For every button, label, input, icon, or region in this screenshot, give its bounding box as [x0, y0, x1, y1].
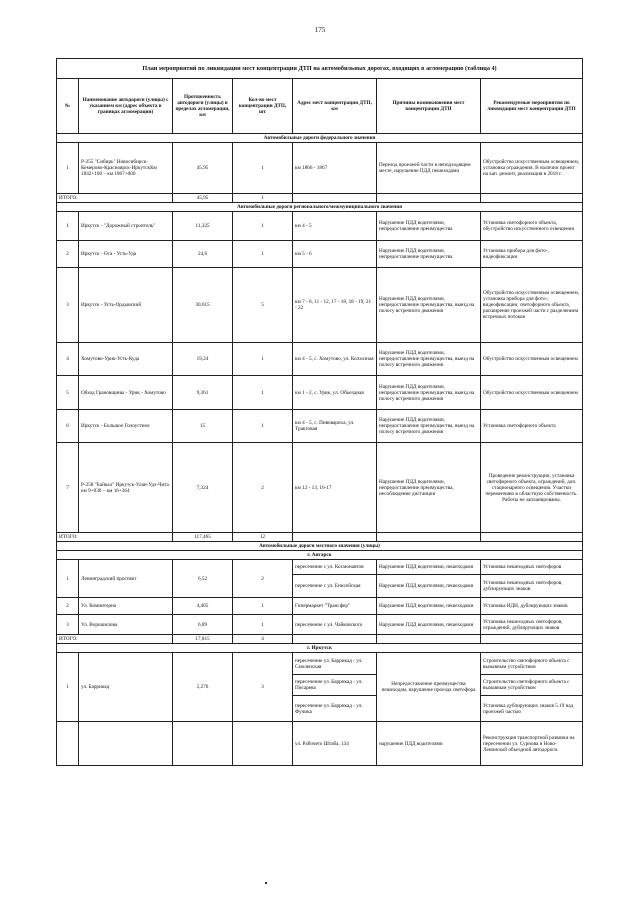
cell-address: пересечение ул. Баррикад - ул. Писарева	[293, 675, 377, 696]
cell-length: 4,405	[173, 598, 233, 615]
cell-road: Обход Грановщины - Урик - Хомутово	[79, 376, 173, 410]
cell-length: 30,615	[173, 268, 233, 343]
total-count: 1	[233, 194, 293, 203]
cell-length: 11,325	[173, 212, 233, 241]
cell-cause: Переход проезжей части в неподходящем месте, нарушение ПДД пешеходами	[377, 143, 481, 194]
total-count: 12	[233, 533, 293, 542]
cell-count: 1	[233, 212, 293, 241]
total-label: ИТОГО:	[57, 194, 173, 203]
cell-cause: Нарушение ПДД водителями, пешеходами	[377, 598, 481, 615]
cell-cause: Нарушение ПДД водителями, пешеходами	[377, 560, 481, 575]
header-num: №	[57, 79, 79, 134]
measures-table	[56, 58, 583, 766]
total-row	[57, 194, 583, 203]
table-row	[57, 241, 583, 268]
cell-num: 6	[57, 410, 79, 443]
total-label: ИТОГО:	[57, 635, 173, 644]
city-angarsk: г. Ангарск	[57, 551, 583, 560]
cell-count: 1	[233, 598, 293, 615]
section-regional: Автомобильные дороги регионального/межмуниципального значения	[57, 203, 583, 212]
total-row	[57, 635, 583, 644]
cell-count: 1	[233, 143, 293, 194]
cell-count: 2	[233, 443, 293, 533]
cell-measure: Установка светофорного объекта	[481, 410, 583, 443]
cell-road: Р-255 "Сибирь" Новосибирск-Кемерово-Красноярск-ИркутскКм 1842+100 – км 1867+000	[79, 143, 173, 194]
total-length: 17,815	[173, 635, 233, 644]
cell-address: Гипермаркет "Трансфер"	[293, 598, 377, 615]
scan-speck	[265, 882, 267, 884]
header-row	[57, 79, 583, 134]
cell-address: км 1 - 2, с. Урик, ул. Объездная	[293, 376, 377, 410]
table-row	[57, 268, 583, 343]
cell-address: пересечение с ул. Космонавтов	[293, 560, 377, 575]
table-row	[57, 653, 583, 675]
table-row	[57, 560, 583, 575]
total-count: 4	[233, 635, 293, 644]
section-federal: Автомобильные дороги федерального значения	[57, 134, 583, 143]
cell-address: пересечение ул. Баррикад - ул. Фучика	[293, 696, 377, 722]
cell-measure: Строительство светофорного объекта с вызывным устройством	[481, 653, 583, 675]
cell-count: 5	[233, 268, 293, 343]
total-length: 45,95	[173, 194, 233, 203]
cell-num: 2	[57, 598, 79, 615]
cell-measure: Установка пешеходных светофоров, дублирующих знаков	[481, 575, 583, 598]
cell-length: 24,6	[173, 241, 233, 268]
cell-count: 3	[233, 653, 293, 722]
header-causes: Причины возникновения мест концентрации ДТП	[377, 79, 481, 134]
cell-num: 2	[57, 241, 79, 268]
total-length: 117,465	[173, 533, 233, 542]
cell-measure: Проведение реконструкции, установка светофорного объекта, ограждений, доп. стационарного освещения. Участки переменчиво в областную собственность. Работы не запланированы.	[481, 443, 583, 533]
cell-cause: Нарушение ПДД водителями, пешеходами	[377, 615, 481, 635]
table-row	[57, 143, 583, 194]
cell-count: 1	[233, 615, 293, 635]
table-title: План мероприятий по ликвидации мест концентрации ДТП на автомобильных дорогах, входящих в агломерацию (таблица 4)	[57, 59, 583, 79]
cell-cause: Непредоставление преимущества пешеходам, нарушение проезда светофора	[377, 653, 481, 722]
cell-cause: Нарушение ПДД водителями, непредоставление преимущества	[377, 212, 481, 241]
cell-measure: Установка ИДН, дублирующих знаков	[481, 598, 583, 615]
cell-length: 6,89	[173, 615, 233, 635]
cell-length: 15	[173, 410, 233, 443]
cell-road: Ул. Коминтерна	[79, 598, 173, 615]
table-row	[57, 212, 583, 241]
cell-address: ул. Рабочего Штаба, 134	[293, 722, 377, 766]
cell-measure: Строительство светофорного объекта с вызывным устройством	[481, 675, 583, 696]
cell-measure: Обустройство искусственным освещением, установка ограждения. В наличии проект на кап. ремонт, реализация в 2018 г.	[481, 143, 583, 194]
cell-address: пересечение с ул. Енисейская	[293, 575, 377, 598]
cell-num: 1	[57, 143, 79, 194]
cell-cause: нарушение ПДД водителями	[377, 722, 481, 766]
cell-cause: Нарушение ПДД водителями, непредоставление преимущества	[377, 241, 481, 268]
cell-address: км 1866 - 1867	[293, 143, 377, 194]
cell-address: км 4 - 5, с. Хомутово, ул. Колхозная	[293, 343, 377, 376]
cell-cause: Нарушение ПДД водителями, непредоставление преимущества, выезд на полосу встречного движения	[377, 343, 481, 376]
cell-length: 9,361	[173, 376, 233, 410]
cell-length: 7,324	[173, 443, 233, 533]
cell-measure: Реконструкция транспортной развязки на пересечении ул. Сурнова и Ново-Ленинской объездной автодороги.	[481, 722, 583, 766]
table-row	[57, 615, 583, 635]
section-local: Автомобильные дороги местного значения (улицы)	[57, 542, 583, 551]
table-row	[57, 410, 583, 443]
table-row	[57, 343, 583, 376]
cell-count: 1	[233, 241, 293, 268]
cell-length: 6,52	[173, 560, 233, 598]
cell-road: Ул. Ворошилова	[79, 615, 173, 635]
cell-measure: Обустройство искусственным освещением, установка прибора для фото-, видеофиксации, светофорного объекта, расширение проезжей части с разделением встречных потоков	[481, 268, 583, 343]
cell-count: 1	[233, 343, 293, 376]
cell-road: Иркутск - "Дорожный строитель"	[79, 212, 173, 241]
cell-cause: Нарушение ПДД водителями, пешеходами	[377, 575, 481, 598]
cell-road: Р-258 "Байкал" Иркутск-Улан-Удэ-Чита км 9+030 – км 16+364	[79, 443, 173, 533]
city-irkutsk: г. Иркутск	[57, 644, 583, 653]
cell-address: км 5 - 6	[293, 241, 377, 268]
table-row	[57, 443, 583, 533]
cell-num: 4	[57, 343, 79, 376]
cell-length: 45,95	[173, 143, 233, 194]
cell-measure: Установка прибора для фото-, видеофиксации	[481, 241, 583, 268]
cell-length: 19,24	[173, 343, 233, 376]
total-label: ИТОГО:	[57, 533, 173, 542]
table-row	[57, 376, 583, 410]
table-row	[57, 598, 583, 615]
cell-length: 5,276	[173, 653, 233, 722]
cell-cause: Нарушение ПДД водителями, непредоставление преимущества, выезд на полосу встречного движения	[377, 410, 481, 443]
header-length: Протяженность автодороги (улицы) в пределах агломерации, км	[173, 79, 233, 134]
header-measures: Рекомендуемые мероприятия по ликвидации мест концентрации ДТП	[481, 79, 583, 134]
cell-address: км 7 - 8, 11 - 12, 17 - 18, 18 - 19, 21 - 22	[293, 268, 377, 343]
cell-num: 3	[57, 615, 79, 635]
cell-measure: Установка пешеходных светофоров, ограждений, дублирующих знаков	[481, 615, 583, 635]
cell-road: ул. Баррикад	[79, 653, 173, 722]
page-number: 175	[314, 26, 326, 34]
cell-address: км 12 - 13, 16-17	[293, 443, 377, 533]
cell-measure: Обустройство искусственным освещением	[481, 343, 583, 376]
header-address: Адрес мест концентрации ДТП, км	[293, 79, 377, 134]
cell-road: Иркутск - Оса - Усть-Уда	[79, 241, 173, 268]
cell-road: Хомутово-Урик-Усть-Куда	[79, 343, 173, 376]
cell-num: 1	[57, 653, 79, 722]
cell-measure: Установка пешеходных светофоров	[481, 560, 583, 575]
cell-address: пересечение с ул. Чайковского	[293, 615, 377, 635]
cell-cause: Нарушение ПДД водителями, непредоставление преимущества, несоблюдение дистанции	[377, 443, 481, 533]
cell-num: 1	[57, 212, 79, 241]
cell-address: км 4 - 5	[293, 212, 377, 241]
cell-num: 5	[57, 376, 79, 410]
cell-address: пересечение ул. Баррикад - ул. Смоленская	[293, 653, 377, 675]
cell-cause: Нарушение ПДД водителями, непредоставление преимущества, выезд на полосу встречного движения	[377, 268, 481, 343]
cell-road: Иркутск - Усть-Ордынский	[79, 268, 173, 343]
cell-measure: Установка дублирующих знаков 5.19 над проезжей частью	[481, 696, 583, 722]
cell-count: 1	[233, 376, 293, 410]
cell-num: 1	[57, 560, 79, 598]
cell-road: Иркутск - Большое Голоустное	[79, 410, 173, 443]
cell-cause: Нарушение ПДД водителями, непредоставление преимущества, выезд на полосу встречного движения	[377, 376, 481, 410]
header-count: Кол-во мест концентрации ДТП, шт	[233, 79, 293, 134]
header-road: Наименование автодороги (улицы) с указанием км (адрес объекта в границах агломерации)	[79, 79, 173, 134]
cell-count: 2	[233, 560, 293, 598]
cell-measure: Обустройство искусственным освещением	[481, 376, 583, 410]
table-row	[57, 722, 583, 766]
total-row	[57, 533, 583, 542]
cell-address: км 4 - 5, с. Пивоварихa, ул. Трактовая	[293, 410, 377, 443]
cell-count: 1	[233, 410, 293, 443]
cell-measure: Установка светофорного объекта, обустройство искусственного освещения	[481, 212, 583, 241]
cell-num: 3	[57, 268, 79, 343]
cell-road: Ленинградский проспект	[79, 560, 173, 598]
cell-num: 7	[57, 443, 79, 533]
